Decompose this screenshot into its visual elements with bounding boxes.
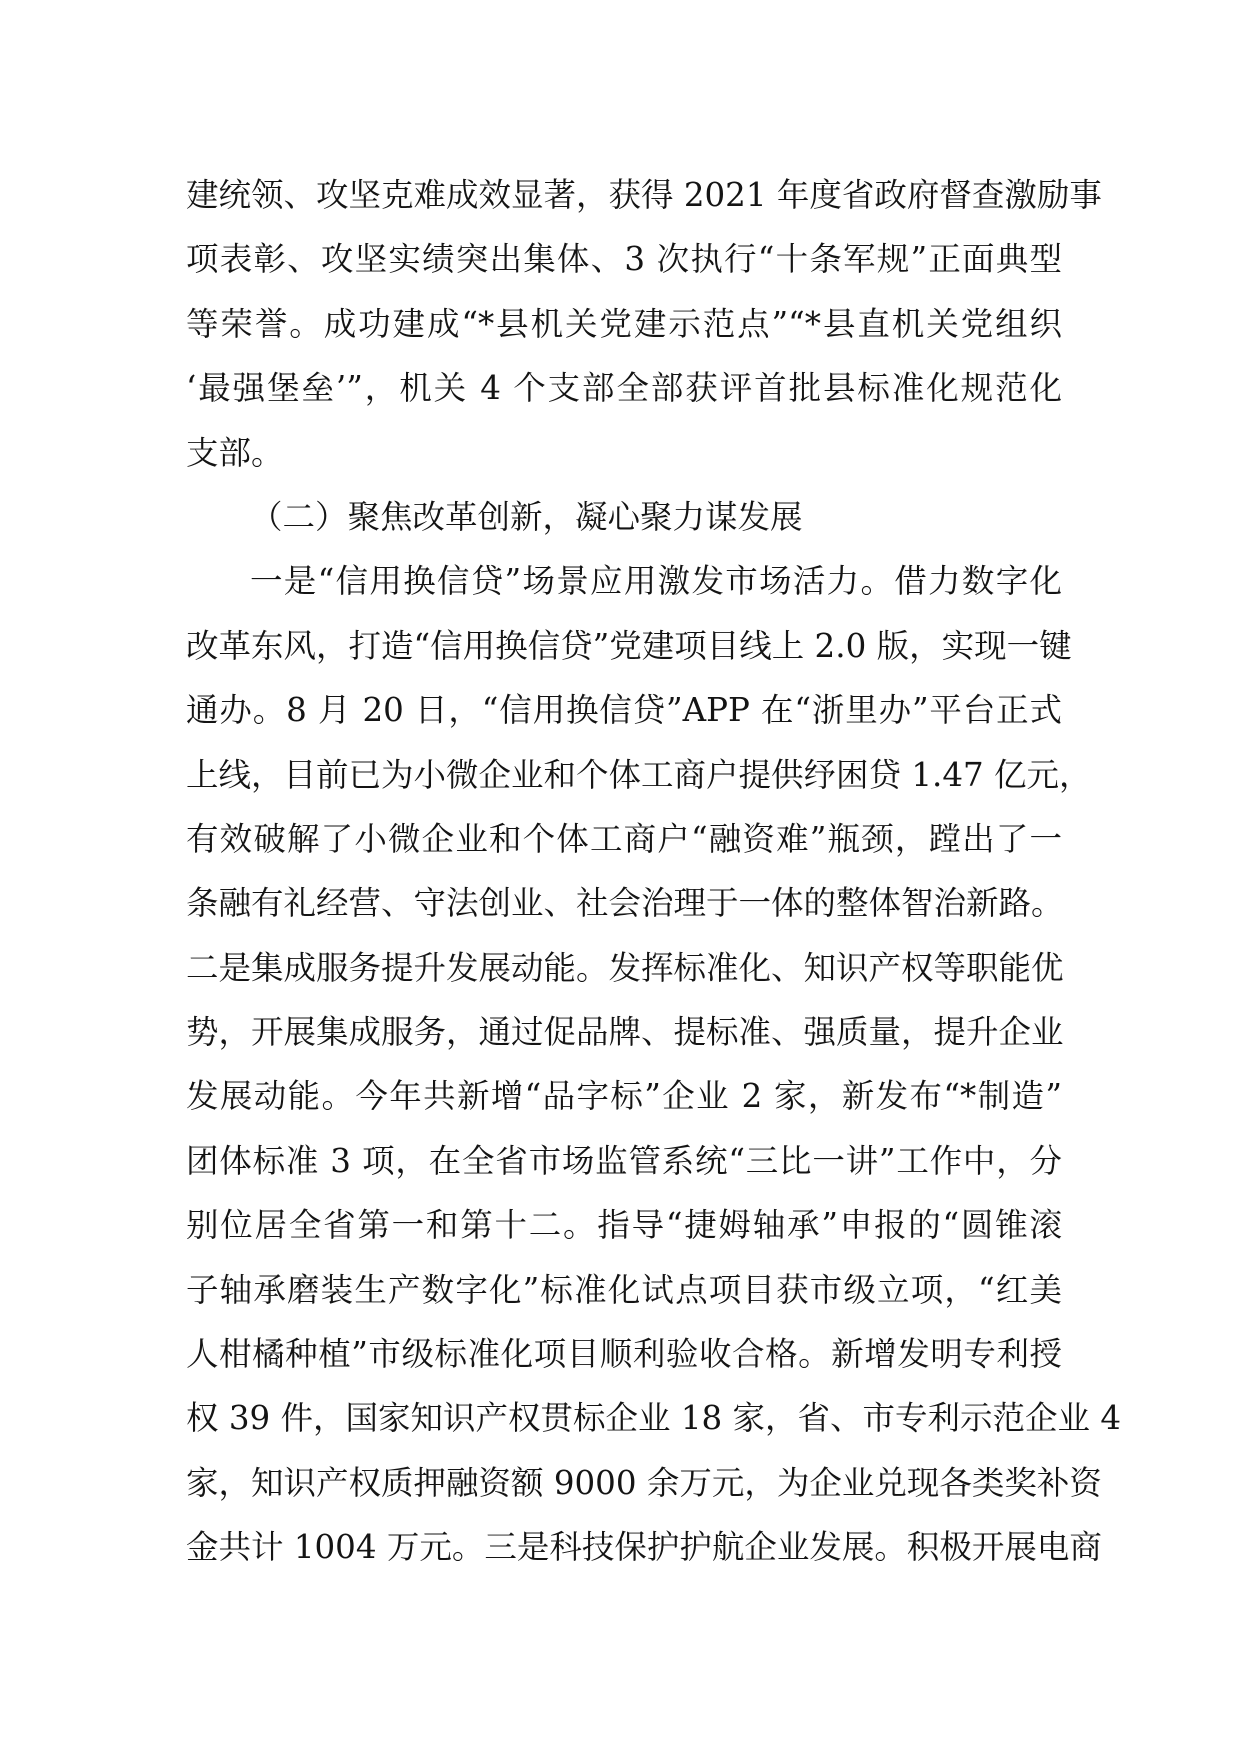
text-line: 金共计 1004 万元。三是科技保护护航企业发展。积极开展电商 bbox=[186, 1528, 1102, 1567]
text-line: ‘最强堡垒’”，机关 4 个支部全部获评首批县标准化规范化 bbox=[186, 369, 1062, 408]
text-line: 人柑橘种植”市级标准化项目顺利验收合格。新增发明专利授 bbox=[186, 1335, 1062, 1374]
section-heading: （二）聚焦改革创新，凝心聚力谋发展 bbox=[250, 497, 803, 536]
text-line: 条融有礼经营、守法创业、社会治理于一体的整体智治新路。 bbox=[186, 884, 1064, 923]
paragraph-first-line: 一是“信用换信贷”场景应用激发市场活力。借力数字化 bbox=[250, 562, 1062, 601]
text-line: 发展动能。今年共新增“品字标”企业 2 家，新发布“*制造” bbox=[186, 1077, 1062, 1116]
text-line: 建统领、攻坚克难成效显著，获得 2021 年度省政府督查激励事 bbox=[186, 176, 1102, 214]
text-line: 有效破解了小微企业和个体工商户“融资难”瓶颈，蹚出了一 bbox=[186, 819, 1062, 858]
text-line: 势，开展集成服务，通过促品牌、提标准、强质量，提升企业 bbox=[186, 1013, 1064, 1052]
document-body bbox=[186, 163, 1122, 1580]
text-line: 家，知识产权质押融资额 9000 余万元，为企业兑现各类奖补资 bbox=[186, 1463, 1102, 1502]
text-line: 等荣誉。成功建成“*县机关党建示范点”“*县直机关党组织 bbox=[186, 304, 1062, 343]
text-line: 权 39 件，国家知识产权贯标企业 18 家，省、市专利示范企业 4 bbox=[186, 1399, 1122, 1438]
text-line: 改革东风，打造“信用换信贷”党建项目线上 2.0 版，实现一键 bbox=[186, 626, 1072, 665]
text-line: 别位居全省第一和第十二。指导“捷姆轴承”申报的“圆锥滚 bbox=[186, 1206, 1062, 1245]
text-line: 项表彰、攻坚实绩突出集体、3 次执行“十条军规”正面典型 bbox=[186, 240, 1062, 279]
text-line: 上线，目前已为小微企业和个体工商户提供纾困贷 1.47 亿元， bbox=[186, 755, 1092, 794]
text-line: 支部。 bbox=[186, 433, 284, 472]
text-line: 团体标准 3 项，在全省市场监管系统“三比一讲”工作中，分 bbox=[186, 1141, 1062, 1180]
text-line: 通办。8 月 20 日，“信用换信贷”APP 在“浙里办”平台正式 bbox=[186, 691, 1062, 730]
text-line: 子轴承磨装生产数字化”标准化试点项目获市级立项，“红美 bbox=[186, 1270, 1062, 1309]
text-line: 二是集成服务提升发展动能。发挥标准化、知识产权等职能优 bbox=[186, 948, 1064, 987]
